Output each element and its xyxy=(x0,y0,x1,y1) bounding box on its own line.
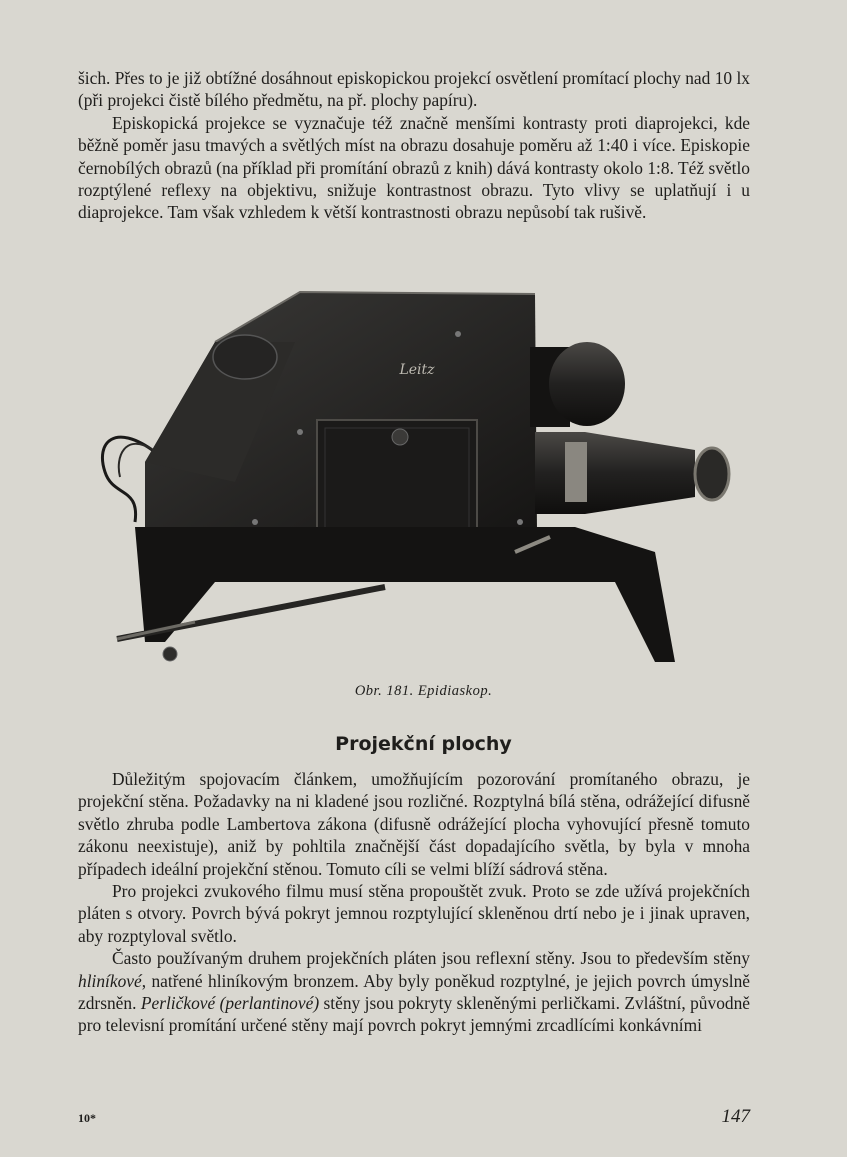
projection-lens xyxy=(535,432,695,514)
reflex-text-b: , natřené hliníkovým bronzem. Aby byly poněkud rozptylné, je jejich povrch úmyslně zdrsněn. xyxy=(78,970,750,1014)
signature-mark: 10* xyxy=(78,1111,96,1125)
page-number: 147 xyxy=(721,1106,750,1127)
top-text-block xyxy=(78,67,750,224)
figure-caption: Obr. 181. Epidiaskop. xyxy=(354,683,493,699)
section-heading: Projekční plochy xyxy=(335,733,512,755)
paragraph-episkopicka: Episkopická projekce se vyznačuje též značně menšími kontrasty proti diaprojekci, kde běžně poměr jasu tmavých a světlých míst na obrazu dosahuje poměru až 1:40 i více. Episkopie černobílých obrazů (na příklad při promítání obrazů z knih) dává kontrasty okolo 1:8. Též světlo rozptýlené reflexy na objektivu, snižuje kontrastnost obrazu. Tyto vlivy se uplatňují i u diaprojekce. Tam však vzhledem k větší kontrastnosti obrazu nepůsobí tak rušivě. xyxy=(78,112,750,223)
emphasis-hlinikove: hliníkové xyxy=(78,970,142,991)
emphasis-perlickove: Perličkové (perlantinové) xyxy=(140,993,320,1014)
epidiascope-figure xyxy=(95,282,745,677)
base xyxy=(135,527,675,662)
paragraph-dulezitym: Důležitým spojovacím článkem, umožňujícím pozorování promítaného obrazu, je projekční stěna. Požadavky na ni kladené jsou rozličné. Rozptylná bílá stěna, odrážející difusně světlo zhruba podle Lambertova zákona (difusně odrážející plocha vyhovující přesně tomuto zákonu neexistuje), aniž by pohltila značnější část dopadajícího světla, by byla v mnoha případech ideální projekční stěnou. Tomuto cíli se velmi blíží sádrová stěna. xyxy=(78,769,750,879)
lens-barrel xyxy=(695,448,729,500)
paragraph-continued: šich. Přes to je již obtížné dosáhnout episkopickou projekcí osvětlení promítací plochy nad 10 lx (při projekci čistě bílého předmětu, na př. plochy papíru). xyxy=(78,68,750,111)
epidiascope-illustration xyxy=(95,282,745,677)
paragraph-reflexni-steny xyxy=(78,947,750,1037)
vent-cap xyxy=(213,335,277,379)
leitz-logo: Leitz xyxy=(399,362,435,378)
door-knob xyxy=(392,429,408,445)
bottom-text-block xyxy=(78,768,750,1037)
reflex-text-c: stěny jsou pokryty skleněnými perličkami. Zvláštní, původně pro televisní promítání určené stěny mají povrch pokryt jemnými zrcadlícími konkávními xyxy=(78,993,750,1036)
reflex-text-a: Často používaným druhem projekčních pláten jsou reflexní stěny. Jsou to především stěny xyxy=(112,948,750,969)
upper-lens xyxy=(549,342,625,426)
paragraph-zvukovy-film: Pro projekci zvukového filmu musí stěna propouštět zvuk. Proto se zde užívá projekčních pláten s otvory. Povrch bývá pokryt jemnou rozptylující skleněnou drtí nebo je i jinak upraven, aby rozptyloval světlo. xyxy=(78,881,750,946)
